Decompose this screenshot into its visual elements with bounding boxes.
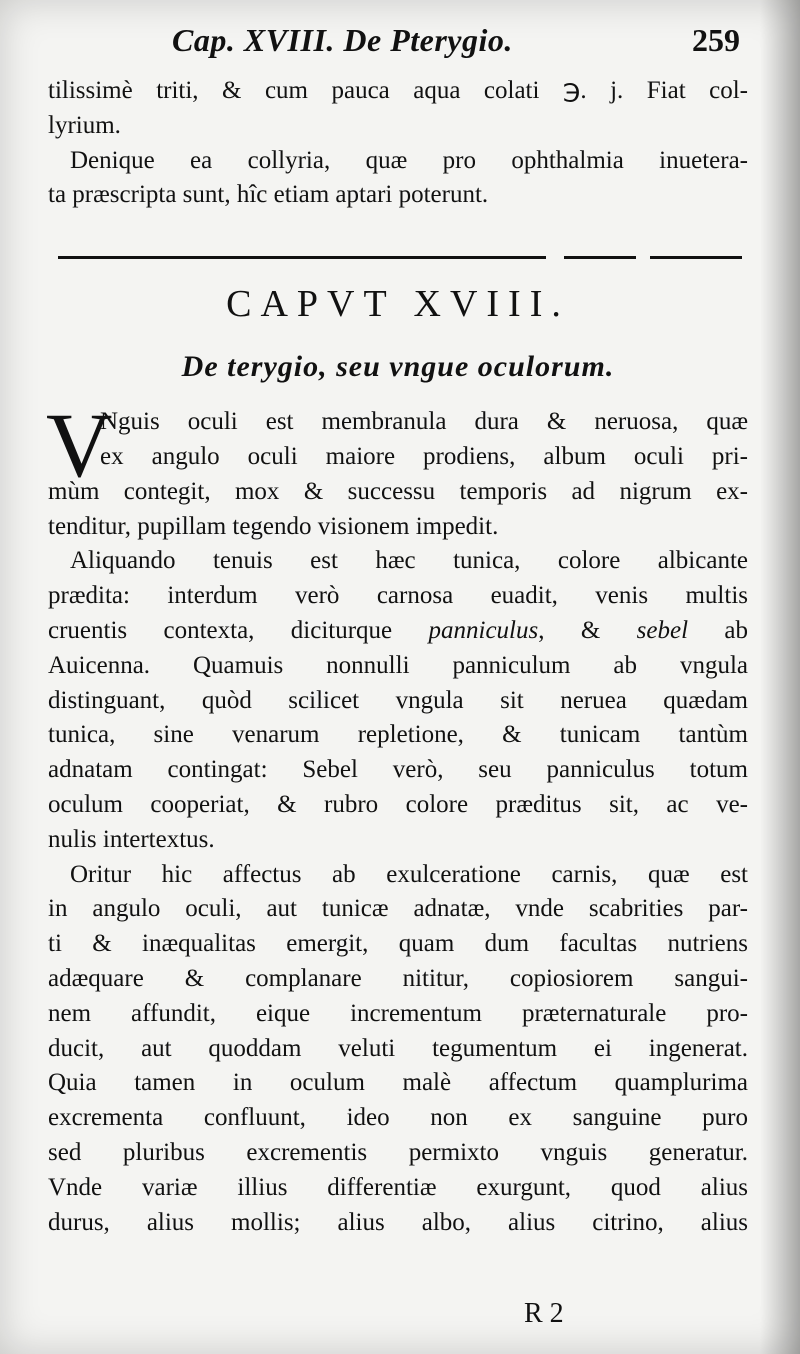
text-line: oculum cooperiat, & rubro colore præditus sit, ac ve- — [48, 790, 748, 818]
text-run: ab — [688, 616, 748, 644]
text-line: Nguis oculi est membranula dura & neruosa, quæ — [100, 408, 748, 436]
text-line: nem affundit, eique incrementum præternaturale pro- — [48, 999, 748, 1027]
text-line: Denique ea collyria, quæ pro ophthalmia inuetera- — [70, 146, 748, 174]
text-line: ex angulo oculi maiore prodiens, album oculi pri- — [100, 442, 748, 470]
text-line: tunica, sine venarum repletione, & tunicam tantùm — [48, 721, 748, 749]
page-number: 259 — [692, 22, 740, 58]
chapter-subtitle: De terygio, seu vngue oculorum. — [181, 350, 615, 384]
divider-rule — [564, 256, 636, 259]
term-sebel: sebel — [636, 616, 689, 644]
page-edge-shadow — [760, 0, 800, 1354]
text-line: durus, alius mollis; alius albo, alius citrino, alius — [48, 1208, 748, 1236]
paragraph — [48, 858, 748, 1241]
paragraph — [46, 394, 748, 544]
running-title: Cap. XVIII. De Pterygio. — [172, 22, 513, 58]
text-block — [48, 22, 748, 1240]
catchword-signature: R 2 — [524, 1298, 564, 1329]
text-line: ta præscripta sunt, hîc etiam aptari poterunt. — [48, 181, 489, 209]
text-line: sed pluribus excrementis permixto vnguis generatur. — [48, 1138, 748, 1166]
text-line: excrementa confluunt, ideo non ex sanguine puro — [48, 1104, 748, 1132]
text-line: ducit, aut quoddam veluti tegumentum ei ingenerat. — [48, 1034, 748, 1062]
text-line: mùm contegit, mox & successu temporis ad nigrum ex- — [48, 477, 748, 505]
text-line: nulis intertextus. — [48, 825, 215, 853]
text-line: tenditur, pupillam tegendo visionem impedit. — [48, 512, 499, 540]
text-line: adnatam contingat: Sebel verò, seu panniculus totum — [48, 756, 748, 784]
divider-rule — [58, 256, 546, 259]
text-line: Quia tamen in oculum malè affectum quamplurima — [48, 1069, 748, 1097]
text-line: Aliquando tenuis est hæc tunica, colore albicante — [70, 547, 748, 575]
text-line-with-terms — [48, 614, 748, 649]
text-line: lyrium. — [48, 111, 121, 139]
previous-chapter-ending — [48, 74, 748, 213]
text-line: Oritur hic affectus ab exulceratione carnis, quæ est — [70, 860, 748, 888]
text-line: distinguant, quòd scilicet vngula sit neruea quædam — [48, 686, 748, 714]
term-panniculus: panniculus — [428, 616, 539, 644]
chapter-divider — [48, 247, 748, 269]
text-line: adæquare & complanare nititur, copiosiorem sangui- — [48, 964, 748, 992]
running-header — [48, 22, 748, 74]
text-line: in angulo oculi, aut tunicæ adnatæ, vnde scabrities par- — [48, 895, 748, 923]
text-run: , & — [538, 616, 637, 644]
text-run: cruentis contexta, diciturque — [48, 616, 429, 644]
text-line: ti & inæqualitas emergit, quam dum facultas nutriens — [48, 930, 748, 958]
divider-rule — [650, 256, 742, 259]
text-line: Vnde variæ illius differentiæ exurgunt, quod alius — [48, 1173, 748, 1201]
text-line: prædita: interdum verò carnosa euadit, venis multis — [48, 582, 748, 610]
chapter-title: CAPVT XVIII. — [226, 283, 570, 326]
text-line: Auicenna. Quamuis nonnulli panniculum ab vngula — [48, 651, 748, 679]
drop-cap: V — [46, 394, 113, 497]
text-line: tilissimè triti, & cum pauca aqua colati ℈. j. Fiat col- — [48, 77, 748, 104]
paragraph — [48, 544, 748, 857]
